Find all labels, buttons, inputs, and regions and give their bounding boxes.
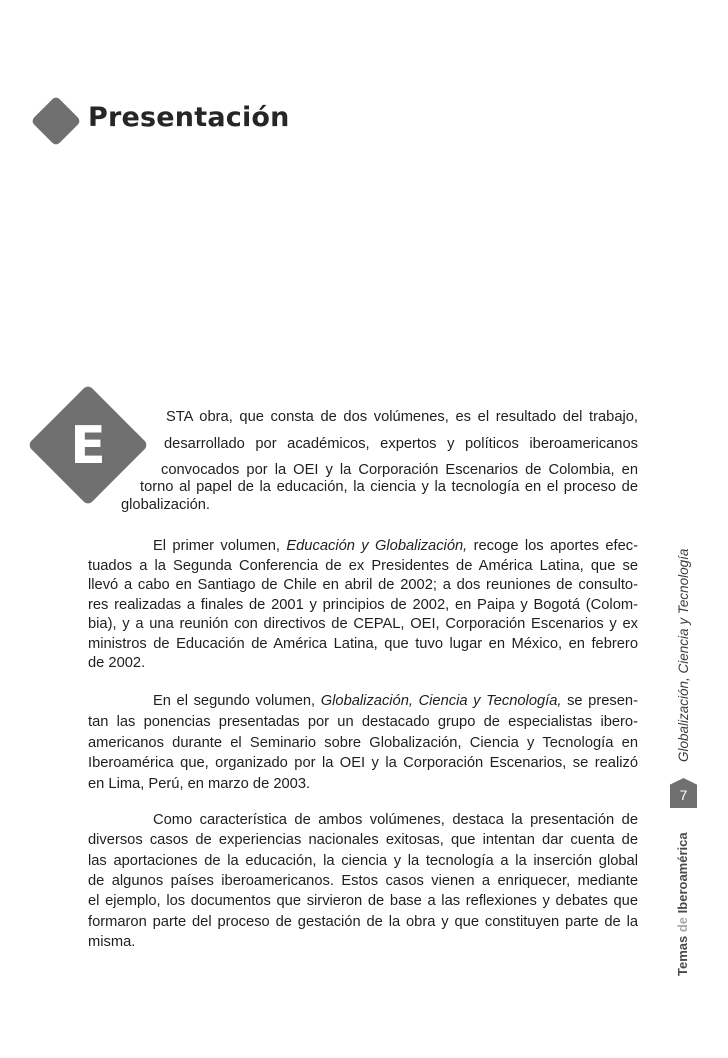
paragraph-3-line: Iberoamérica que, organizado por la OEI y la Corporación Escenarios, se realizó <box>88 755 638 771</box>
paragraph-2-line: ministros de Educación de América Latina, que tuvo lugar en México, en febrero <box>88 636 638 652</box>
paragraph-1-line: globalización. <box>121 497 210 513</box>
paragraph-4-line: diversos casos de experiencias nacionales exitosas, que intentan dar cuenta de <box>88 832 638 848</box>
paragraph-1-line: STA obra, que consta de dos volúmenes, es el resultado del trabajo, <box>166 409 638 425</box>
paragraph-2-line: de 2002. <box>88 655 146 671</box>
volume-title-italic: Educación y Globalización, <box>286 538 468 554</box>
paragraph-4-line: las aportaciones de la educación, la ciencia y la tecnología a la inserción global <box>88 853 638 869</box>
volume-title-italic: Globalización, Ciencia y Tecnología, <box>320 693 562 709</box>
title-diamond-ornament <box>31 96 82 147</box>
paragraph-1-line: torno al papel de la educación, la ciencia y la tecnología en el proceso de <box>140 479 638 495</box>
series-word-iberoamerica: Iberoamérica <box>675 832 690 914</box>
paragraph-3-line <box>153 690 638 712</box>
paragraph-2-line: tuados a la Segunda Conferencia de ex Presidentes de América Latina, que se <box>88 558 638 574</box>
series-name-vertical <box>675 832 691 976</box>
paragraph-4-line: formaron parte del proceso de gestación de la obra y que constituyen parte de la <box>88 914 638 930</box>
paragraph-4-line: misma. <box>88 934 136 950</box>
paragraph-2-text: El primer volumen, <box>153 538 287 554</box>
paragraph-2-line: bia), y a una reunión con directivos de CEPAL, OEI, Corporación Escenarios y ex <box>88 616 638 632</box>
paragraph-3-text: En el segundo volumen, <box>153 693 321 709</box>
paragraph-3-line: tan las ponencias presentadas por un destacado grupo de especialistas ibero- <box>88 714 638 730</box>
book-title-vertical: Globalización, Ciencia y Tecnología <box>676 548 691 762</box>
paragraph-2-line: res realizadas a finales de 2001 y principios de 2002, en Paipa y Bogotá (Colom- <box>88 597 638 613</box>
paragraph-3-text: se presen- <box>561 693 638 709</box>
paragraph-1-line: desarrollado por académicos, expertos y políticos iberoamericanos <box>164 436 638 452</box>
paragraph-2-line <box>153 535 638 557</box>
paragraph-2-line: llevó a cabo en Santiago de Chile en abril de 2002; a dos reuniones de consulto- <box>88 577 638 593</box>
paragraph-3-line: en Lima, Perú, en marzo de 2003. <box>88 776 311 792</box>
paragraph-2-text: recoge los aportes efec- <box>467 538 638 554</box>
page-number: 7 <box>679 787 688 803</box>
page-title: Presentación <box>88 102 290 133</box>
paragraph-4-line: de algunos países iberoamericanos. Estos casos vienen a enriquecer, mediante <box>88 873 638 889</box>
paragraph-3-line: americanos durante el Seminario sobre Globalización, Ciencia y Tecnología en <box>88 735 638 751</box>
series-word-de: de <box>675 916 690 933</box>
paragraph-4-line: Como característica de ambos volúmenes, destaca la presentación de <box>153 812 638 828</box>
paragraph-1-line: convocados por la OEI y la Corporación Escenarios de Colombia, en <box>161 462 638 478</box>
dropcap-letter: E <box>70 416 106 476</box>
paragraph-4-line: el ejemplo, los documentos que sirvieron de base a las reflexiones y debates que <box>88 893 638 909</box>
series-word-temas: Temas <box>675 935 690 976</box>
